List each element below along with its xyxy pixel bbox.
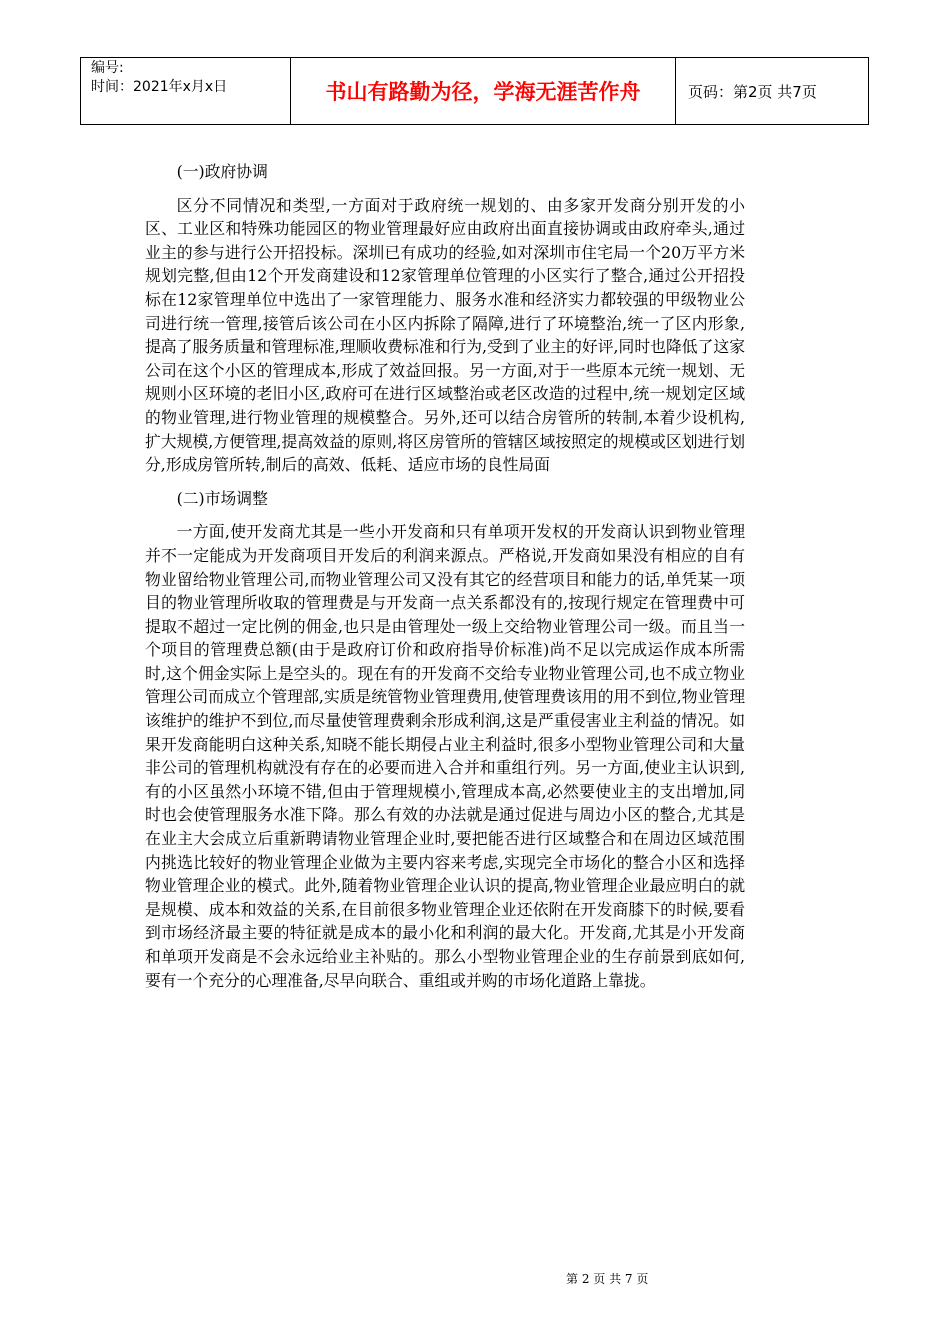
- document-body: [145, 160, 745, 1002]
- header-motto: 书山有路勤为径，学海无涯苦作舟: [291, 58, 676, 125]
- section-paragraph-market: 一方面,使开发商尤其是一些小开发商和只有单项开发权的开发商认识到物业管理并不一定能成为开发商项目开发后的利润来源点。严格说,开发商如果没有相应的自有物业留给物业管理公司,而物业管理公司又没有其它的经营项目和能力的话,单凭某一项目的物业管理所收取的管理费是与开发商一点关系都没有的,按现行规定在管理费中可提取不超过一定比例的佣金,也只是由管理处一级上交给物业管理公司一级。而且当一个项目的管理费总额(由于是政府订价和政府指导价标准)尚不足以完成运作成本所需时,这个佣金实际上是空头的。现在有的开发商不交给专业物业管理公司,也不成立物业管理公司而成立个管理部,实质是统管物业管理费用,使管理费该用的用不到位,物业管理该维护的维护不到位,而尽量使管理费剩余形成利润,这是严重侵害业主利益的情况。如果开发商能明白这种关系,知晓不能长期侵占业主利益时,很多小型物业管理公司和大量非公司的管理机构就没有存在的必要而进入合并和重组行列。另一方面,使业主认识到,有的小区虽然小环境不错,但由于管理规模小,管理成本高,必然要使业主的支出增加,同时也会使管理服务水准下降。那么有效的办法就是通过促进与周边小区的整合,尤其是在业主大会成立后重新聘请物业管理企业时,要把能否进行区域整合和在周边区域范围内挑选比较好的物业管理企业做为主要内容来考虑,实现完全市场化的整合小区和选择物业管理企业的模式。此外,随着物业管理企业认识的提高,物业管理企业最应明白的就是规模、成本和效益的关系,在目前很多物业管理企业还依附在开发商膝下的时候,要看到市场经济最主要的特征就是成本的最小化和利润的最大化。开发商,尤其是小开发商和单项开发商是不会永远给业主补贴的。那么小型物业管理企业的生存前景到底如何,要有一个充分的心理准备,尽早向联合、重组或并购的市场化道路上靠拢。: [145, 522, 745, 990]
- document-time: 时间：2021年x月x日: [91, 79, 228, 95]
- header-meta: [81, 58, 291, 125]
- section-paragraph-government: 区分不同情况和类型,一方面对于政府统一规划的、由多家开发商分别开发的小区、工业区和特殊功能园区的物业管理最好应由政府出面直接协调或由政府牵头,通过业主的参与进行公开招投标。深圳已有成功的经验,如对深圳市住宅局一个20万平方米规划完整,但由12个开发商建设和12家管理单位管理的小区实行了整合,通过公开招投标在12家管理单位中选出了一家管理能力、服务水准和经济实力都较强的甲级物业公司进行统一管理,接管后该公司在小区内拆除了隔障,进行了环境整治,统一了区内形象,提高了服务质量和管理标准,理顺收费标准和行为,受到了业主的好评,同时也降低了这家公司在这个小区的管理成本,形成了效益回报。另一方面,对于一些原本元统一规划、无规则小区环境的老旧小区,政府可在进行区域整治或老区改造的过程中,统一规划定区域的物业管理,进行物业管理的规模整合。另外,还可以结合房管所的转制,本着少设机构,扩大规模,方便管理,提高效益的原则,将区房管所的管辖区域按照定的规模或区划进行划分,形成房管所转,制后的高效、低耗、适应市场的良性局面: [145, 195, 745, 475]
- header-table: [80, 57, 869, 125]
- header-page-info: 页码：第2页 共7页: [676, 58, 869, 125]
- section-heading-market: (二)市场调整: [176, 488, 268, 508]
- footer-page-number: 第 2 页 共 7 页: [566, 1272, 649, 1286]
- section-heading-government: (一)政府协调: [176, 162, 268, 181]
- document-number-label: 编号:: [91, 60, 124, 76]
